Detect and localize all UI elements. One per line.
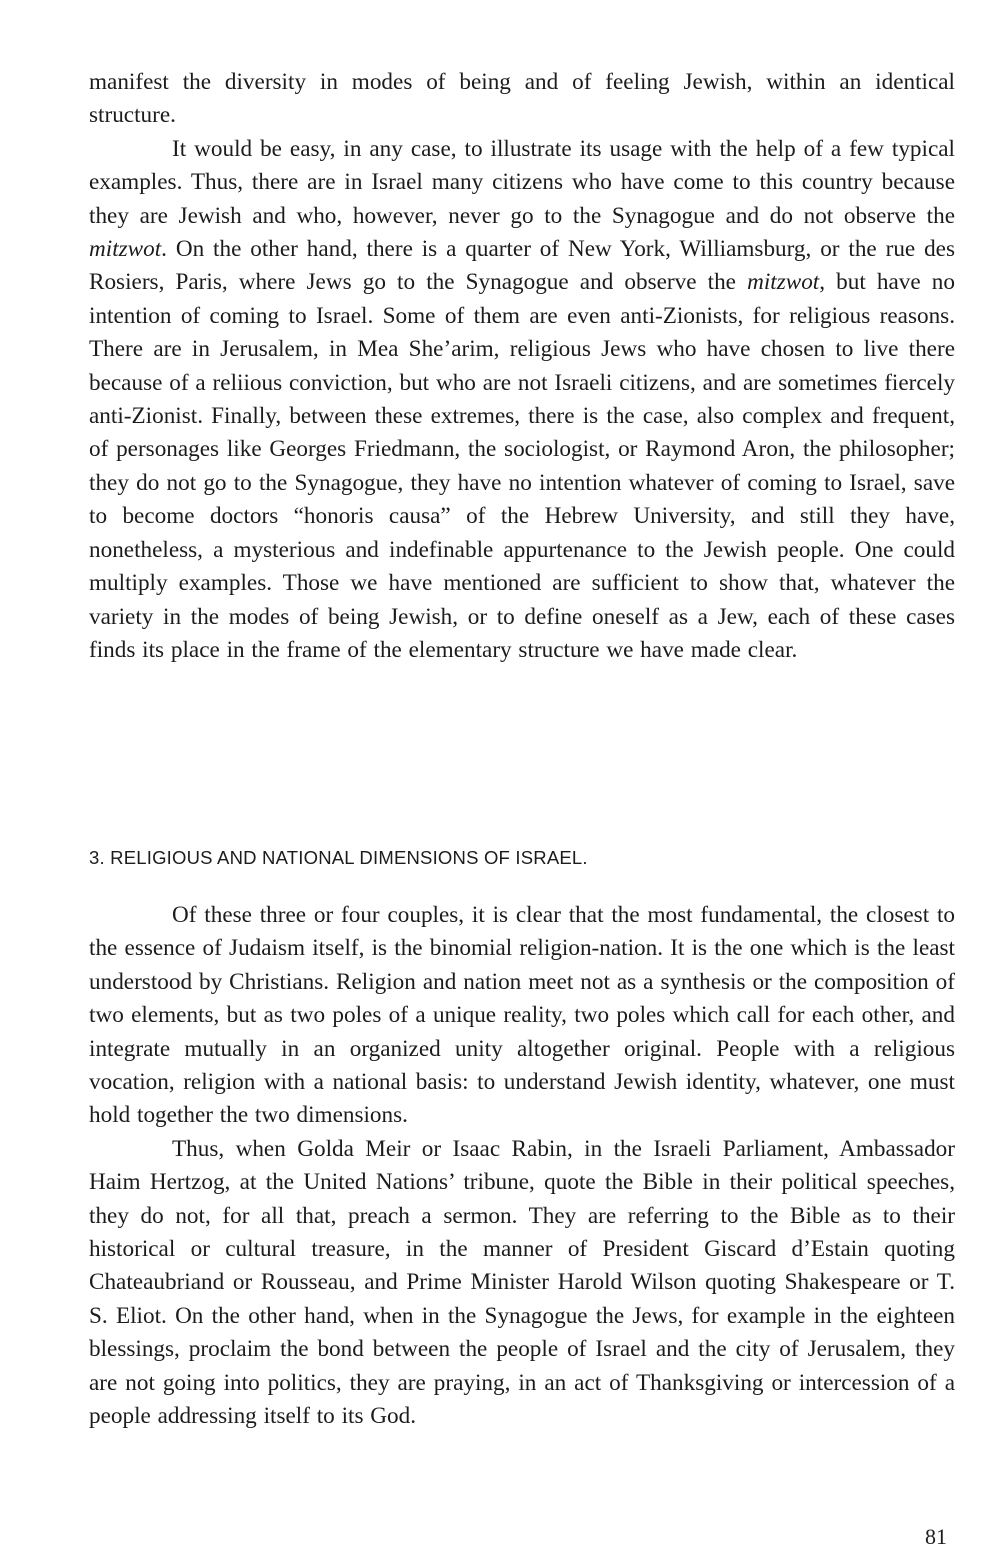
- body-text-top: [89, 66, 955, 667]
- paragraph: [89, 899, 955, 1133]
- page-number: 81: [925, 1524, 947, 1549]
- paragraph-text: It would be easy, in any case, to illustrate its usage with the help of a few typical examples. Thus, there are in Israel many citizens who have come to this country because they are Jewish and who, however, never go to the Synagogue and do not observe the: [89, 135, 955, 229]
- paragraph: [89, 133, 955, 668]
- paragraph: [89, 66, 955, 133]
- italic-term: mitzwot: [89, 236, 162, 263]
- section-heading: 3. RELIGIOUS AND NATIONAL DIMENSIONS OF ISRAEL.: [89, 847, 588, 868]
- paragraph-text: Thus, when Golda Meir or Isaac Rabin, in the Israeli Parliament, Ambassador Haim Hertzog, at the United Nations’ tribune, quote the Bible in their political speeches, they do not, for all that, preach a sermon. They are referring to the Bible as to their historical or cultural treasure, in the manner of President Giscard d’Estain quoting Chateaubriand or Rousseau, and Prime Minister Harold Wilson quoting Shakespeare or T. S. Eliot. On the other hand, when in the Synagogue the Jews, for example in the eighteen blessings, proclaim the bond between the people of Israel and the city of Jerusalem, they are not going into politics, they are praying, in an act of Thanksgiving or intercession of a people addressing itself to its God.: [89, 1135, 955, 1430]
- paragraph: [89, 1133, 955, 1434]
- paragraph-text: . On the other hand, there is a quarter of New York, Williamsburg, or the rue des Rosiers, Paris, where Jews go to the Synagogue and observe the: [89, 236, 955, 296]
- paragraph-text: manifest the diversity in modes of being and of feeling Jewish, within an identical structure.: [89, 69, 955, 129]
- body-text-bottom: [89, 899, 955, 1434]
- italic-term: mitzwot: [747, 269, 820, 296]
- paragraph-text: Of these three or four couples, it is clear that the most fundamental, the closest to the essence of Judaism itself, is the binomial religion-nation. It is the one which is the least understood by Christians. Religion and nation meet not as a synthesis or the composition of two elements, but as two poles of a unique reality, two poles which call for each other, and integrate mutually in an organized unity altogether original. People with a religious vocation, religion with a national basis: to understand Jewish identity, whatever, one must hold together the two dimensions.: [89, 902, 955, 1129]
- paragraph-text: , but have no intention of coming to Israel. Some of them are even anti-Zionists, for religious reasons. There are in Jerusalem, in Mea She’arim, religious Jews who have chosen to live there because of a reliious conviction, but who are not Israeli citizens, and are sometimes fiercely anti-Zionist. Finally, between these extremes, there is the case, also complex and frequent, of personages like Georges Friedmann, the sociologist, or Raymond Aron, the philosopher; they do not go to the Synagogue, they have no intention whatever of coming to Israel, save to become doctors “honoris causa” of the Hebrew University, and still they have, nonetheless, a mysterious and indefinable appurtenance to the Jewish people. One could multiply examples. Those we have mentioned are sufficient to show that, whatever the variety in the modes of being Jewish, or to define oneself as a Jew, each of these cases finds its place in the frame of the elementary structure we have made clear.: [89, 269, 955, 663]
